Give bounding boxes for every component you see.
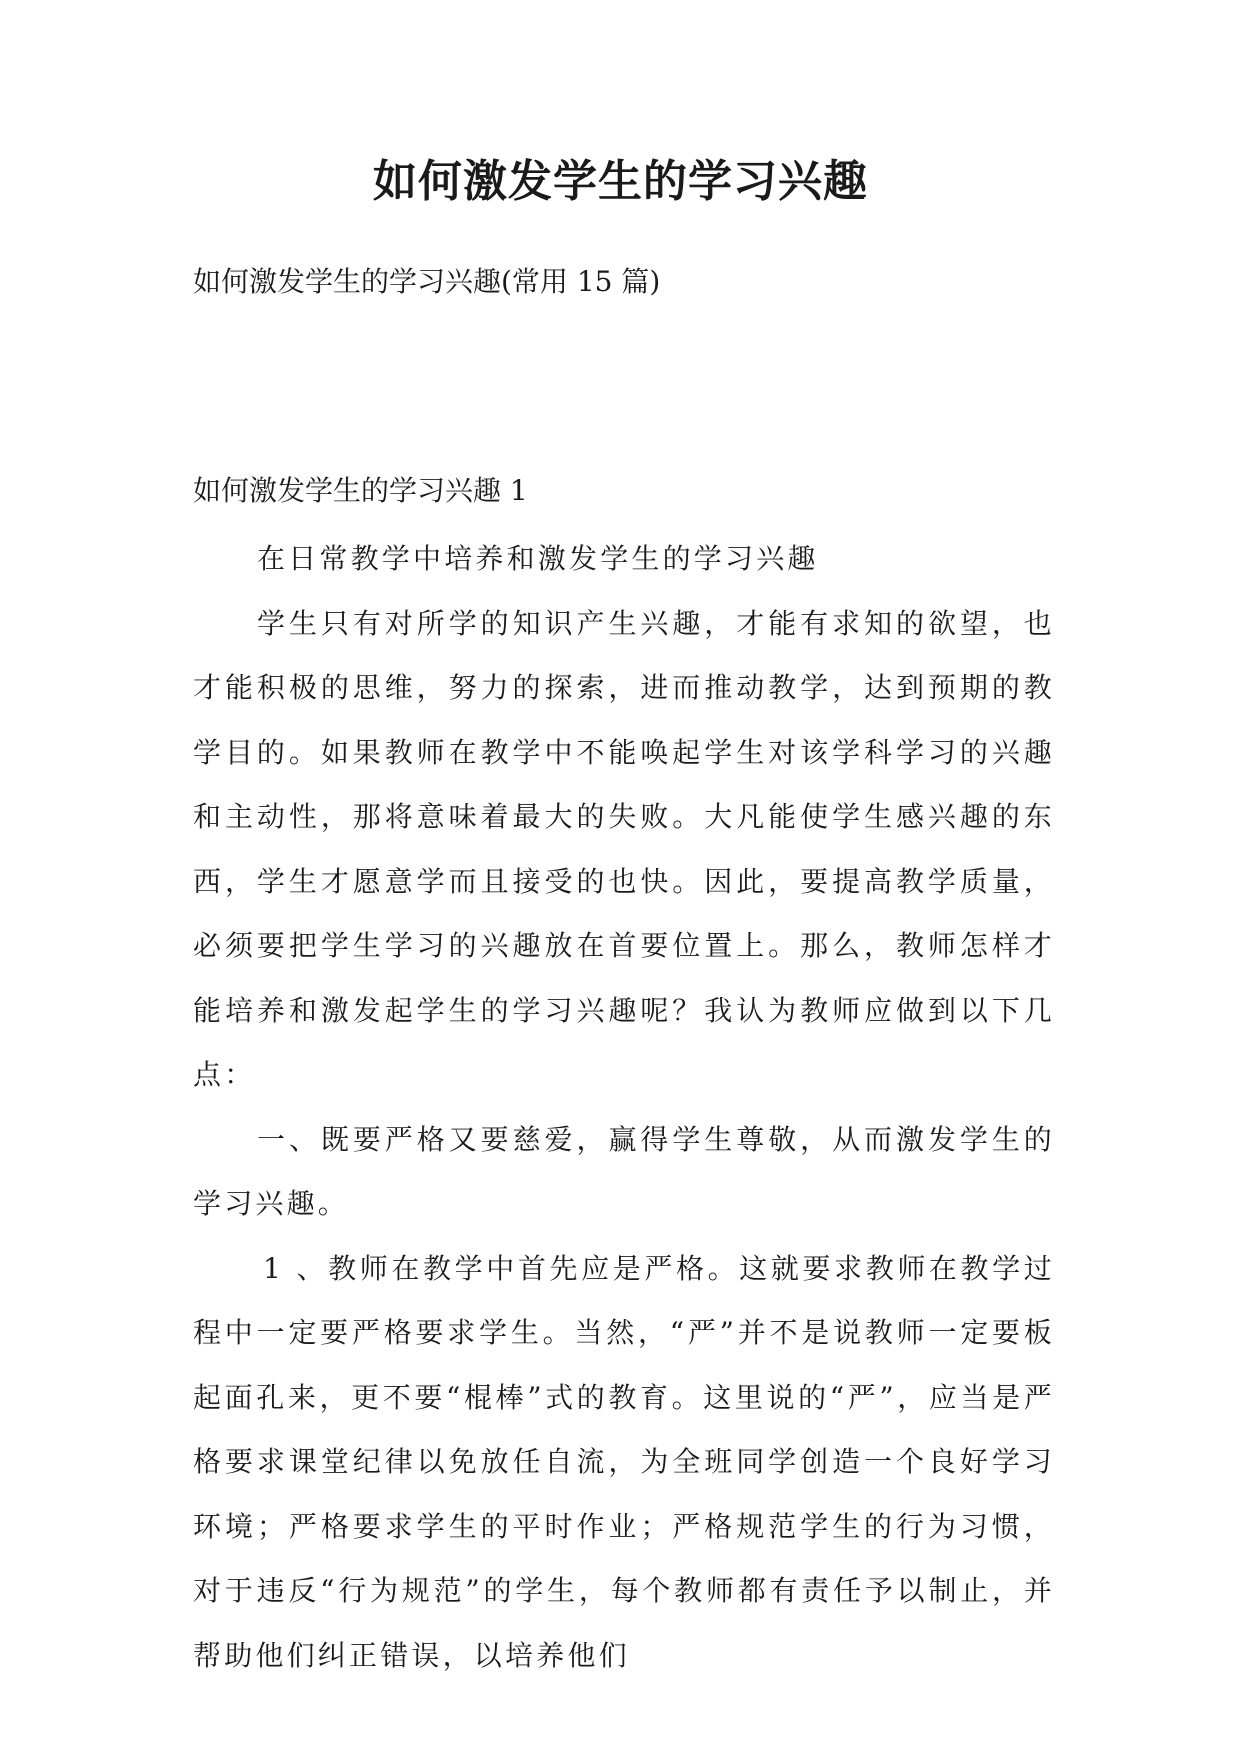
section-heading: 如何激发学生的学习兴趣 1 bbox=[193, 474, 528, 507]
document-title: 如何激发学生的学习兴趣 bbox=[373, 156, 868, 207]
paragraph: 一、既要严格又要慈爱，赢得学生尊敬，从而激发学生的学习兴趣。 bbox=[193, 1122, 1055, 1220]
document-body bbox=[193, 527, 1055, 1688]
paragraph: 1 、教师在教学中首先应是严格。这就要求教师在教学过程中一定要严格要求学生。当然，“严”并不是说教师一定要板起面孔来，更不要“棍棒”式的教育。这里说的“严”，应当是严格要求课堂纪律以免放任自流，为全班同学创造一个良好学习环境；严格要求学生的平时作业；严格规范学生的行为习惯，对于违反“行为规范”的学生，每个教师都有责任予以制止，并帮助他们纠正错误，以培养他们 bbox=[193, 1251, 1055, 1672]
document-subtitle: 如何激发学生的学习兴趣(常用 15 篇) bbox=[193, 265, 661, 298]
paragraph-heading: 在日常教学中培养和激发学生的学习兴趣 bbox=[257, 542, 819, 575]
paragraph: 学生只有对所学的知识产生兴趣，才能有求知的欲望，也才能积极的思维，努力的探索，进而推动教学，达到预期的教学目的。如果教师在教学中不能唤起学生对该学科学习的兴趣和主动性，那将意味着最大的失败。大凡能使学生感兴趣的东西，学生才愿意学而且接受的也快。因此，要提高教学质量，必须要把学生学习的兴趣放在首要位置上。那么，教师怎样才能培养和激发起学生的学习兴趣呢？我认为教师应做到以下几点： bbox=[193, 606, 1055, 1091]
